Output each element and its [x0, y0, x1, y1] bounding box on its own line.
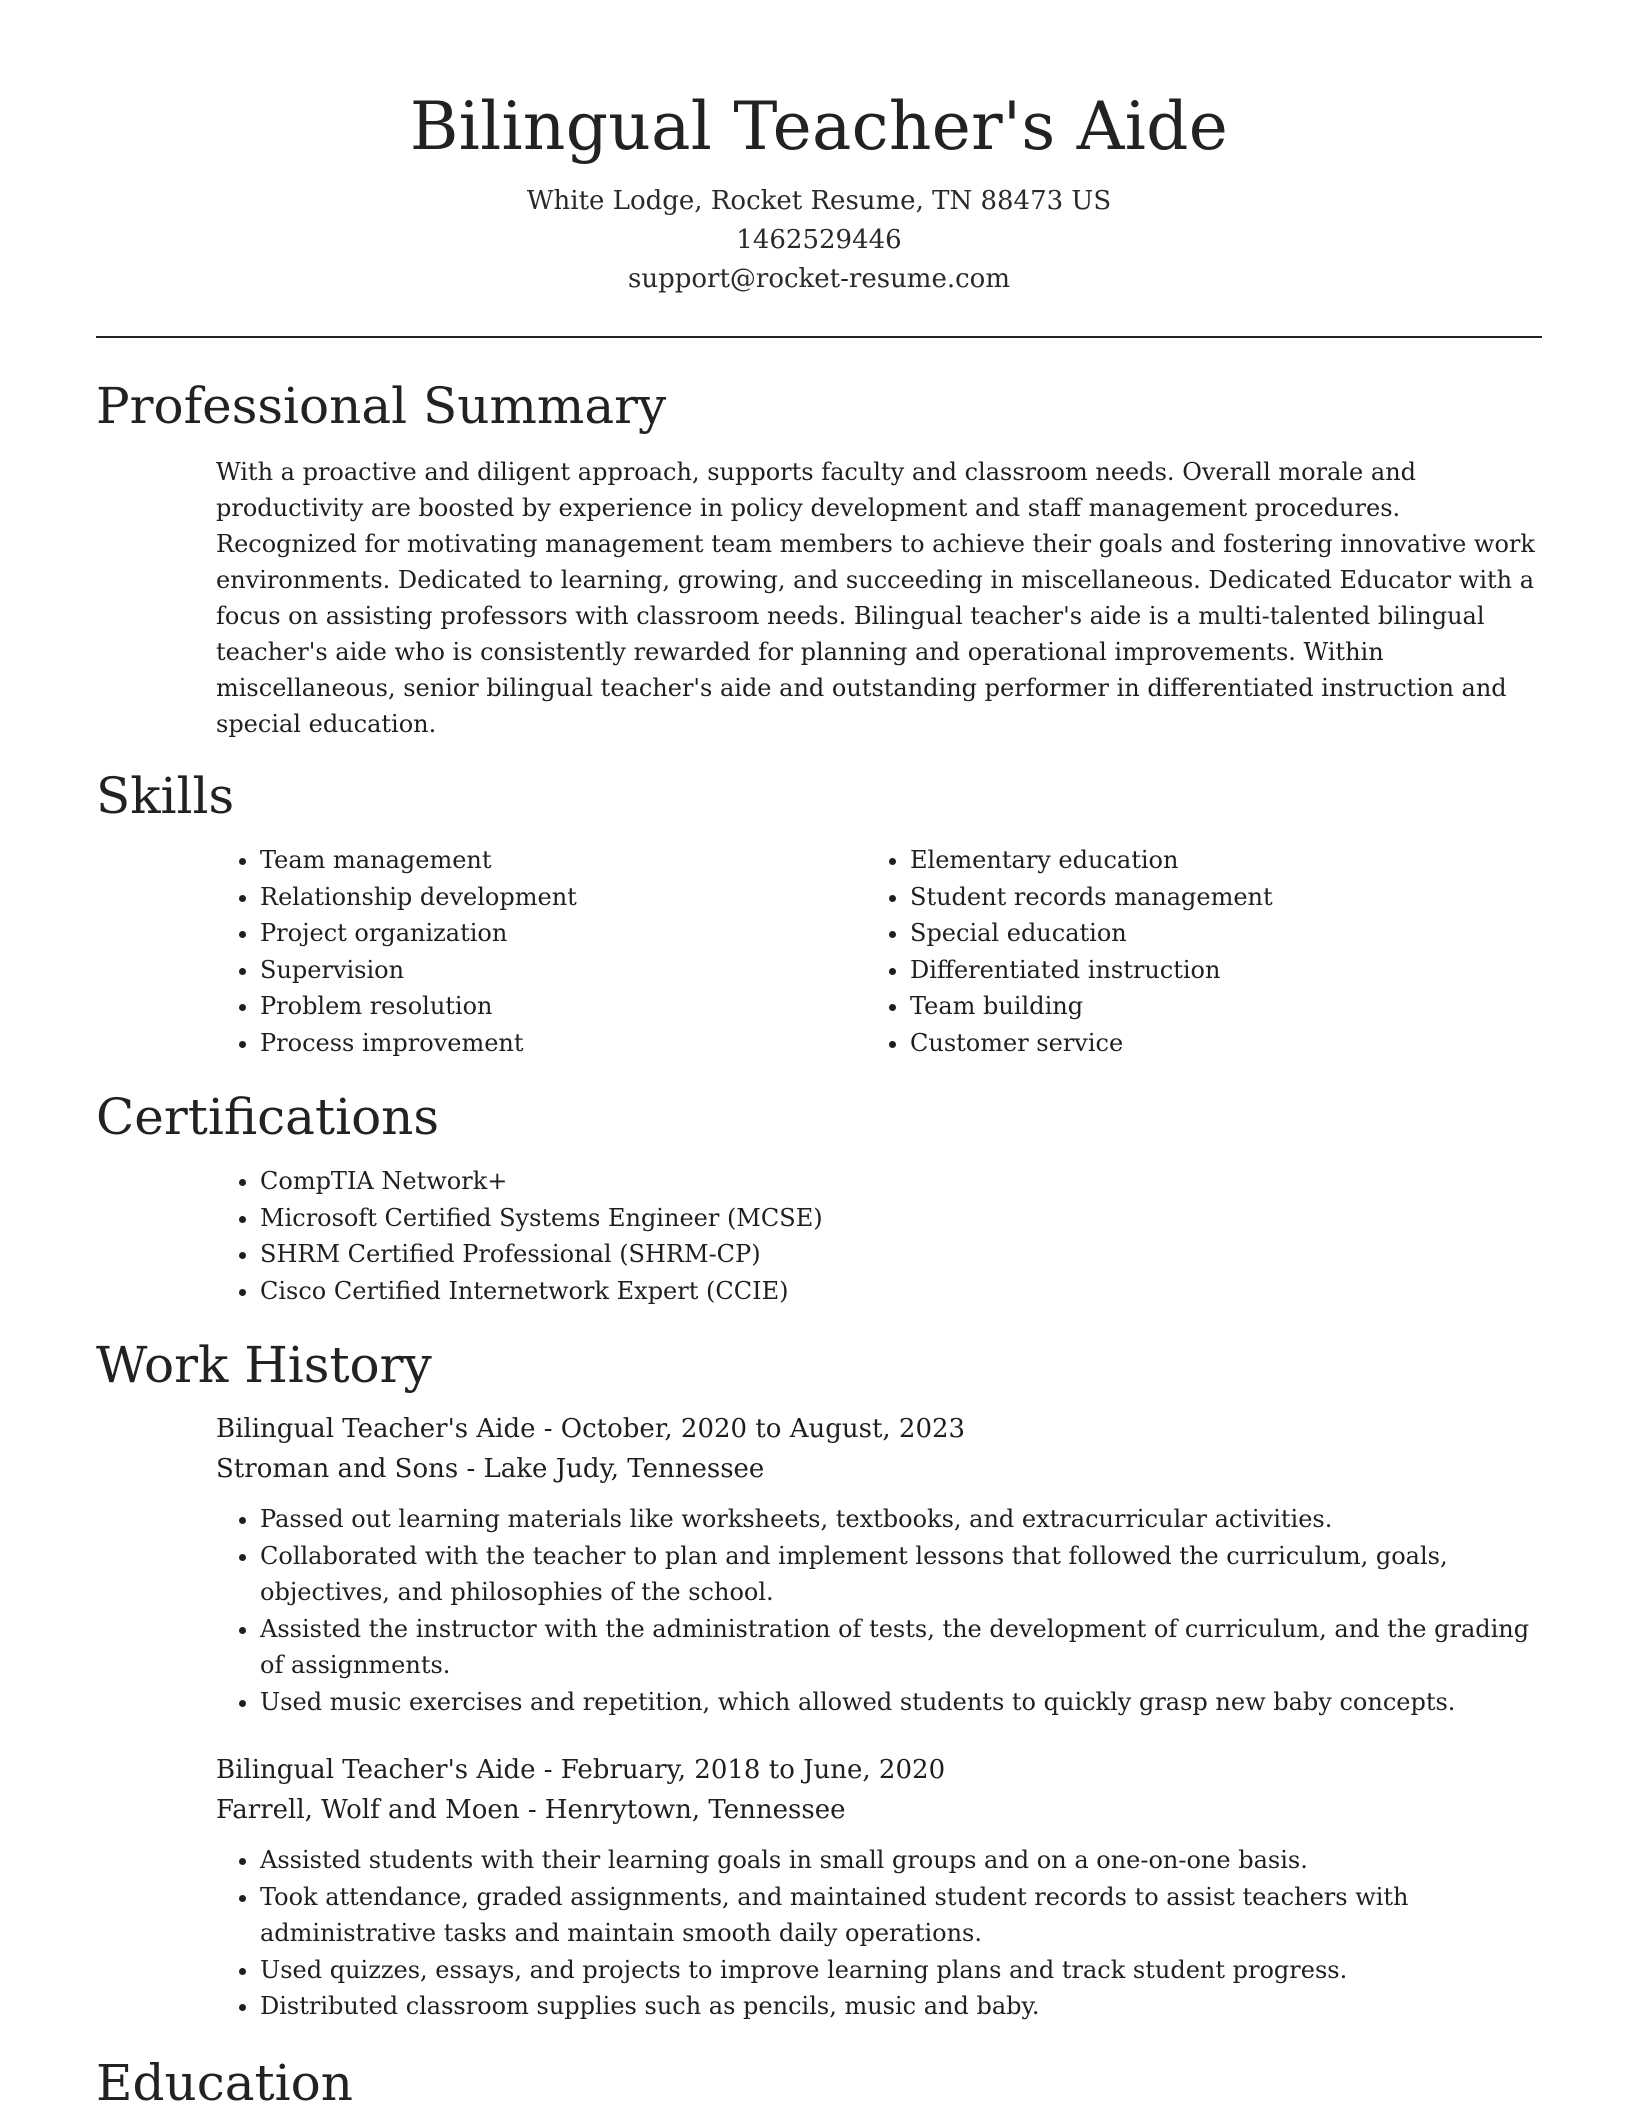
job-company-line: Stroman and Sons - Lake Judy, Tennessee: [216, 1454, 765, 1484]
skill-item: • Problem resolution: [260, 988, 866, 1025]
skill-item: • Team building: [910, 988, 1516, 1025]
summary-text: With a proactive and diligent approach, supports faculty and classroom needs. Overall morale and productivity are boosted by experience in policy development and staff management procedures. Recognized for motivating management team members to achieve their goals and fostering innovative work environments. Dedicated to learning, growing, and succeeding in miscellaneous. Dedicated Educator with a focus on assisting professors with classroom needs. Bilingual teacher's aide is a multi-talented bilingual teacher's aide who is consistently rewarded for planning and operational improvements. Within miscellaneous, senior bilingual teacher's aide and outstanding performer in differentiated instruction and special education.: [216, 458, 1535, 738]
skill-item: • Elementary education: [910, 842, 1516, 879]
job-bullet: • Used quizzes, essays, and projects to improve learning plans and track student progress.: [260, 1952, 1542, 1989]
skill-item: • Special education: [910, 915, 1516, 952]
skill-item: • Customer service: [910, 1025, 1516, 1062]
job-bullet: • Distributed classroom supplies such as pencils, music and baby.: [260, 1988, 1542, 2025]
skills-column-left: [216, 842, 866, 1061]
job-bullet: • Collaborated with the teacher to plan and implement lessons that followed the curriculum, goals, objectives, and philosophies of the school.: [260, 1538, 1542, 1611]
skill-item: • Supervision: [260, 952, 866, 989]
certification-item: • SHRM Certified Professional (SHRM-CP): [260, 1236, 1542, 1273]
skill-item: • Relationship development: [260, 879, 866, 916]
job-bullet: • Used music exercises and repetition, which allowed students to quickly grasp new baby concepts.: [260, 1684, 1542, 1721]
job-bullet: • Assisted students with their learning goals in small groups and on a one-on-one basis.: [260, 1842, 1542, 1879]
job-bullet: • Took attendance, graded assignments, and maintained student records to assist teachers with administrative tasks and maintain smooth daily operations.: [260, 1879, 1542, 1952]
education-heading: Education: [96, 2053, 353, 2112]
job-title-line: Bilingual Teacher's Aide - October, 2020 to August, 2023: [216, 1414, 966, 1444]
certification-item: • CompTIA Network+: [260, 1163, 1542, 1200]
skill-item: • Project organization: [260, 915, 866, 952]
resume-page: [96, 0, 1542, 2112]
certification-item: • Microsoft Certified Systems Engineer (MCSE): [260, 1200, 1542, 1237]
work-history-heading: Work History: [96, 1336, 432, 1394]
job-bullet: • Passed out learning materials like worksheets, textbooks, and extracurricular activities.: [260, 1501, 1542, 1538]
summary-heading: Professional Summary: [96, 377, 667, 435]
skills-heading: Skills: [96, 767, 235, 825]
contact-address: White Lodge, Rocket Resume, TN 88473 US: [526, 186, 1112, 216]
job-bullets: [216, 1842, 1542, 2025]
skill-item: • Team management: [260, 842, 866, 879]
skill-item: • Differentiated instruction: [910, 952, 1516, 989]
job-title-line: Bilingual Teacher's Aide - February, 2018 to June, 2020: [216, 1755, 946, 1785]
certifications-list: [216, 1163, 1542, 1309]
job-bullet: • Assisted the instructor with the administration of tests, the development of curriculum, and the grading of assignments.: [260, 1611, 1542, 1684]
header-divider: [96, 336, 1542, 338]
candidate-name: Bilingual Teacher's Aide: [409, 88, 1229, 165]
job-company-line: Farrell, Wolf and Moen - Henrytown, Tennessee: [216, 1795, 846, 1825]
contact-email: support@rocket-resume.com: [627, 264, 1010, 294]
job-entry: [216, 1409, 1542, 1720]
skills-column-right: [866, 842, 1516, 1061]
job-entry: [216, 1750, 1542, 2025]
skill-item: • Process improvement: [260, 1025, 866, 1062]
skills-grid: [216, 842, 1542, 1061]
certification-item: • Cisco Certified Internetwork Expert (CCIE): [260, 1273, 1542, 1310]
skill-item: • Student records management: [910, 879, 1516, 916]
contact-block: [96, 182, 1542, 299]
contact-phone: 1462529446: [736, 225, 902, 255]
certifications-heading: Certifications: [96, 1088, 440, 1146]
resume-header: [96, 0, 1542, 299]
job-bullets: [216, 1501, 1542, 1720]
